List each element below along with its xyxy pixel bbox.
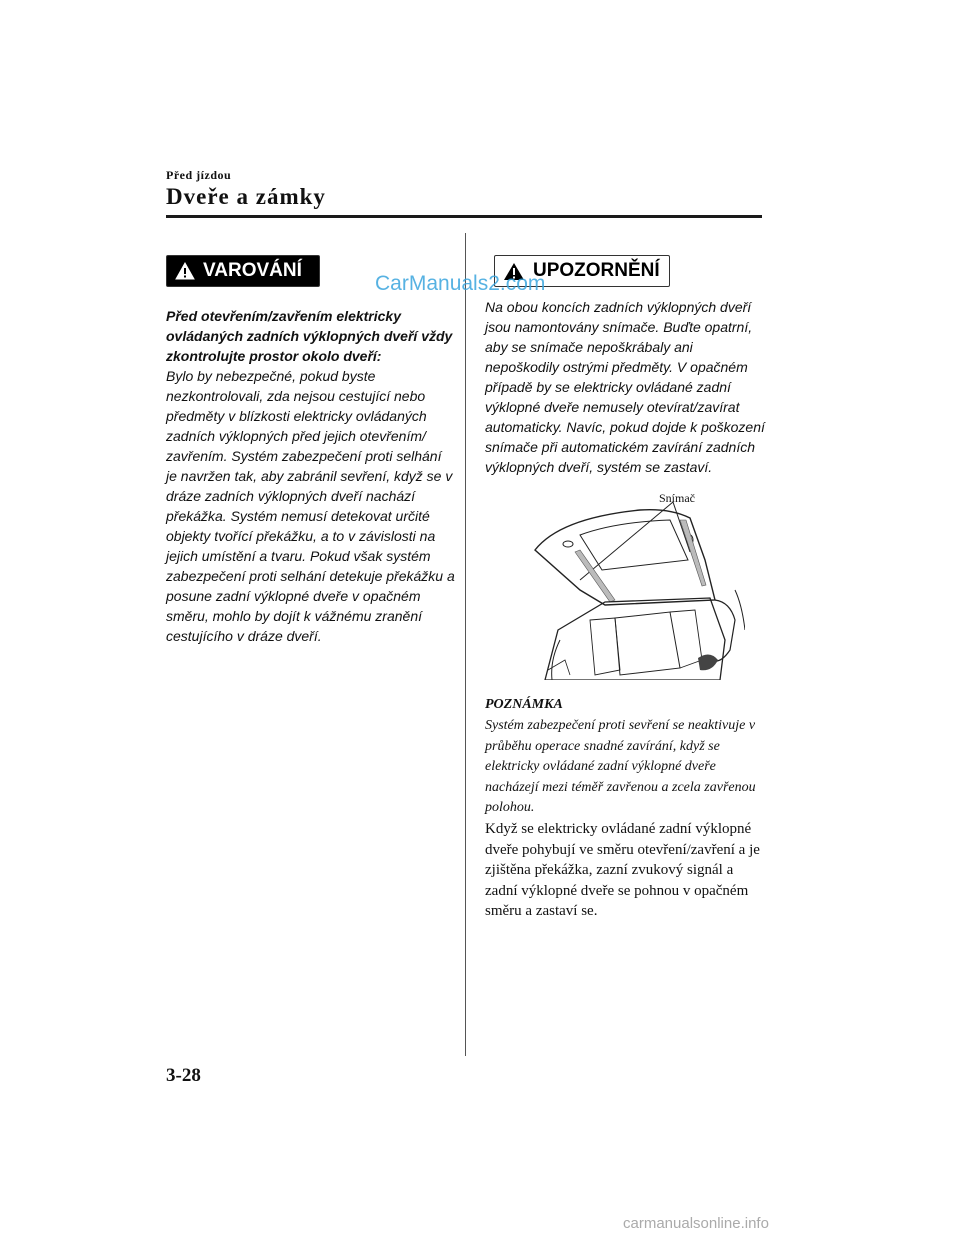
note-title: POZNÁMKA: [485, 697, 563, 712]
figure-label: Snímač: [659, 491, 695, 505]
warning-triangle-icon: [175, 262, 195, 280]
header-rule: [166, 215, 762, 218]
section-label: Před jízdou: [166, 168, 232, 182]
warning-badge: [166, 255, 320, 287]
page-title: Dveře a zámky: [166, 184, 326, 209]
warning-body: Bylo by nebezpečné, pokud byste nezkontrolovali, zda nejsou cestující nebo předměty v blízkosti elektricky ovládaných zadních výklopných před jejich otevřením/ zavřením. Systém zabezpečení proti selhání je navržen tak, aby zabránil sevření, když se v dráze zadních výklopných dveří nachází překážka. Systém nemusí detekovat určité objekty tvořící překážku, a to v závislosti na jejich umístění a tvaru. Pokud však systém zabezpečení proti selhání detekuje překážku a posune zadní výklopné dveře v opačném směru, mohlo by dojít k vážnému zranění cestujícího v dráze dveří.: [166, 368, 455, 644]
watermark: CarManuals2.com: [375, 272, 546, 295]
column-divider: [465, 233, 466, 1056]
note-body: Systém zabezpečení proti sevření se neaktivuje v průběhu operace snadné zavírání, když se elektricky ovládané zadní výklopné dveře nacházejí mezi téměř zavřenou a zcela zavřenou polohou.: [485, 718, 756, 815]
warning-text: [166, 306, 456, 646]
open-tailgate-illustration: [520, 490, 745, 680]
warning-badge-label: VAROVÁNÍ: [203, 260, 302, 281]
caution-body: Na obou koncích zadních výklopných dveří jsou namontovány snímače. Buďte opatrní, aby se snímače nepoškrábaly ani nepoškodily ostrými předměty. V opačném případě by se elektricky ovládané zadní výklopné dveře nemusely otevírat/zavírat automaticky. Navíc, pokud dojde k poškození snímače při automatickém zavírání zadních výklopných dveří, systém se zastaví.: [485, 299, 765, 475]
caution-badge-label: UPOZORNĚNÍ: [533, 260, 660, 281]
warning-heading: Před otevřením/zavřením elektricky ovládaných zadních výklopných dveří vždy zkontrolujte prostor okolo dveří:: [166, 308, 453, 364]
footer-watermark: carmanualsonline.info: [623, 1215, 769, 1232]
body-paragraph: Když se elektricky ovládané zadní výklopné dveře pohybují ve směru otevření/zavření a je zjištěna překážka, zazní zvukový signál a zadní výklopné dveře se pohnou v opačném směru a zastaví se.: [485, 821, 760, 919]
page-number: 3-28: [166, 1065, 201, 1086]
